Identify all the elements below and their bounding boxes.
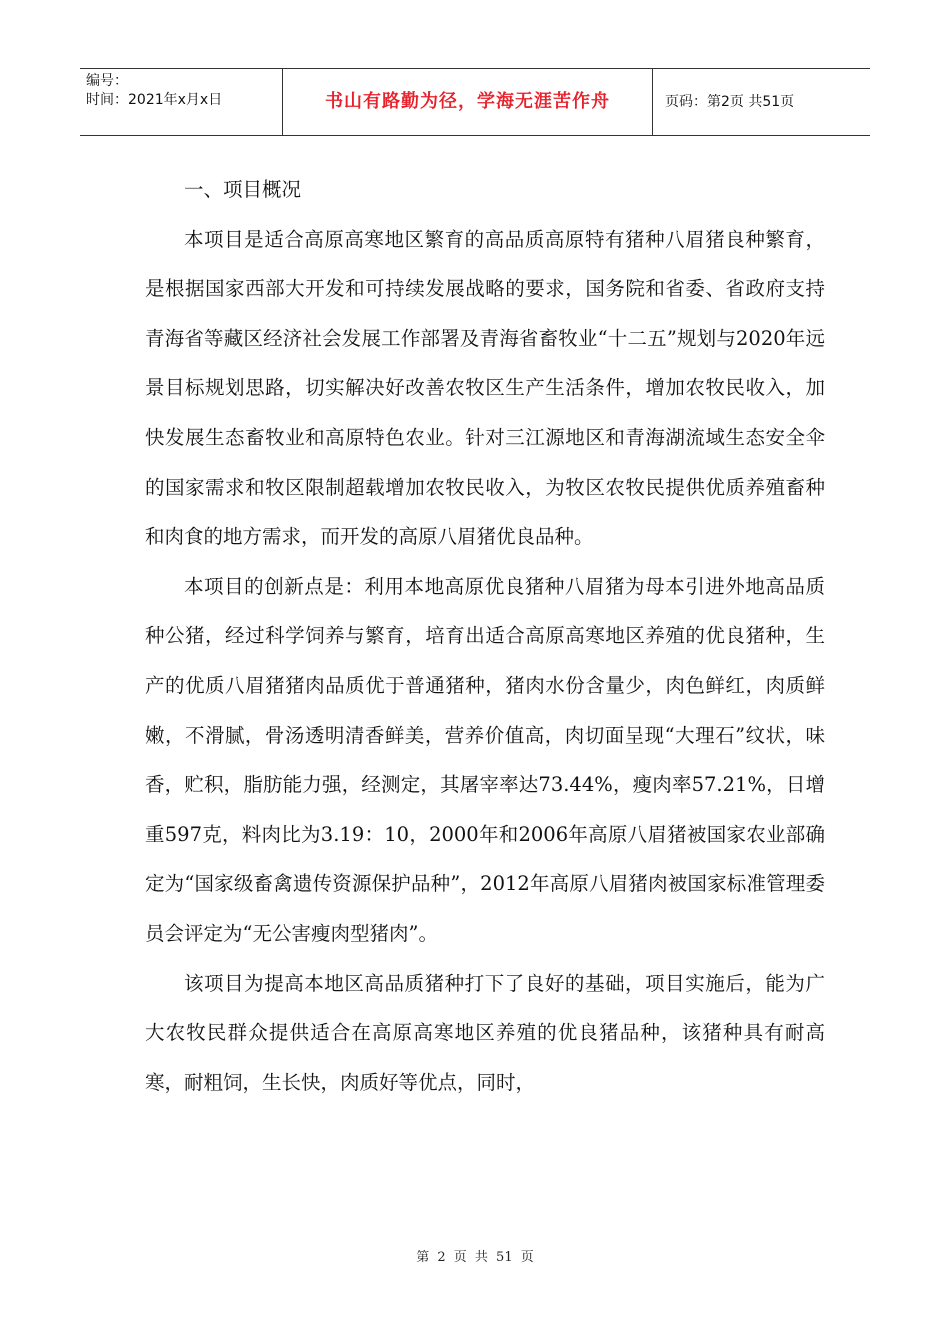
header-page-code: 页码：第2页 共51页 bbox=[665, 94, 795, 110]
paragraph: 本项目是适合高原高寒地区繁育的高品质高原特有猪种八眉猪良种繁育，是根据国家西部大开发和可持续发展战略的要求，国务院和省委、省政府支持青海省等藏区经济社会发展工作部署及青海省畜牧业“十二五”规划与2020年远景目标规划思路，切实解决好改善农牧区生产生活条件，增加农牧民收入，加快发展生态畜牧业和高原特色农业。针对三江源地区和青海湖流域生态安全伞的国家需求和牧区限制超载增加农牧民收入，为牧区农牧民提供优质养殖畜种和肉食的地方需求，而开发的高原八眉猪优良品种。 bbox=[145, 227, 825, 549]
paragraph: 该项目为提高本地区高品质猪种打下了良好的基础，项目实施后，能为广大农牧民群众提供适合在高原高寒地区养殖的优良猪品种，该猪种具有耐高寒，耐粗饲，生长快，肉质好等优点，同时， bbox=[145, 971, 825, 1094]
document-time-label: 时间：2021年x月x日 bbox=[86, 92, 223, 108]
page-header bbox=[80, 68, 870, 136]
header-info-cell bbox=[80, 69, 283, 135]
section-title: 一、项目概况 bbox=[184, 178, 302, 201]
page-footer: 第 2 页 共 51 页 bbox=[416, 1250, 534, 1265]
paragraph: 本项目的创新点是：利用本地高原优良猪种八眉猪为母本引进外地高品质种公猪，经过科学饲养与繁育，培育出适合高原高寒地区养殖的优良猪种，生产的优质八眉猪猪肉品质优于普通猪种，猪肉水份含量少，肉色鲜红，肉质鲜嫩，不滑腻，骨汤透明清香鲜美，营养价值高，肉切面呈现“大理石”纹状，味香，贮积，脂肪能力强，经测定，其屠宰率达73.44%，瘦肉率57.21%，日增重597克，料肉比为3.19：10，2000年和2006年高原八眉猪被国家农业部确定为“国家级畜禽遗传资源保护品种”，2012年高原八眉猪肉被国家标准管理委员会评定为“无公害瘦肉型猪肉”。 bbox=[145, 574, 825, 945]
document-number-label: 编号： bbox=[86, 73, 128, 89]
document-body bbox=[145, 165, 825, 1107]
header-motto: 书山有路勤为径，学海无涯苦作舟 bbox=[283, 69, 653, 135]
